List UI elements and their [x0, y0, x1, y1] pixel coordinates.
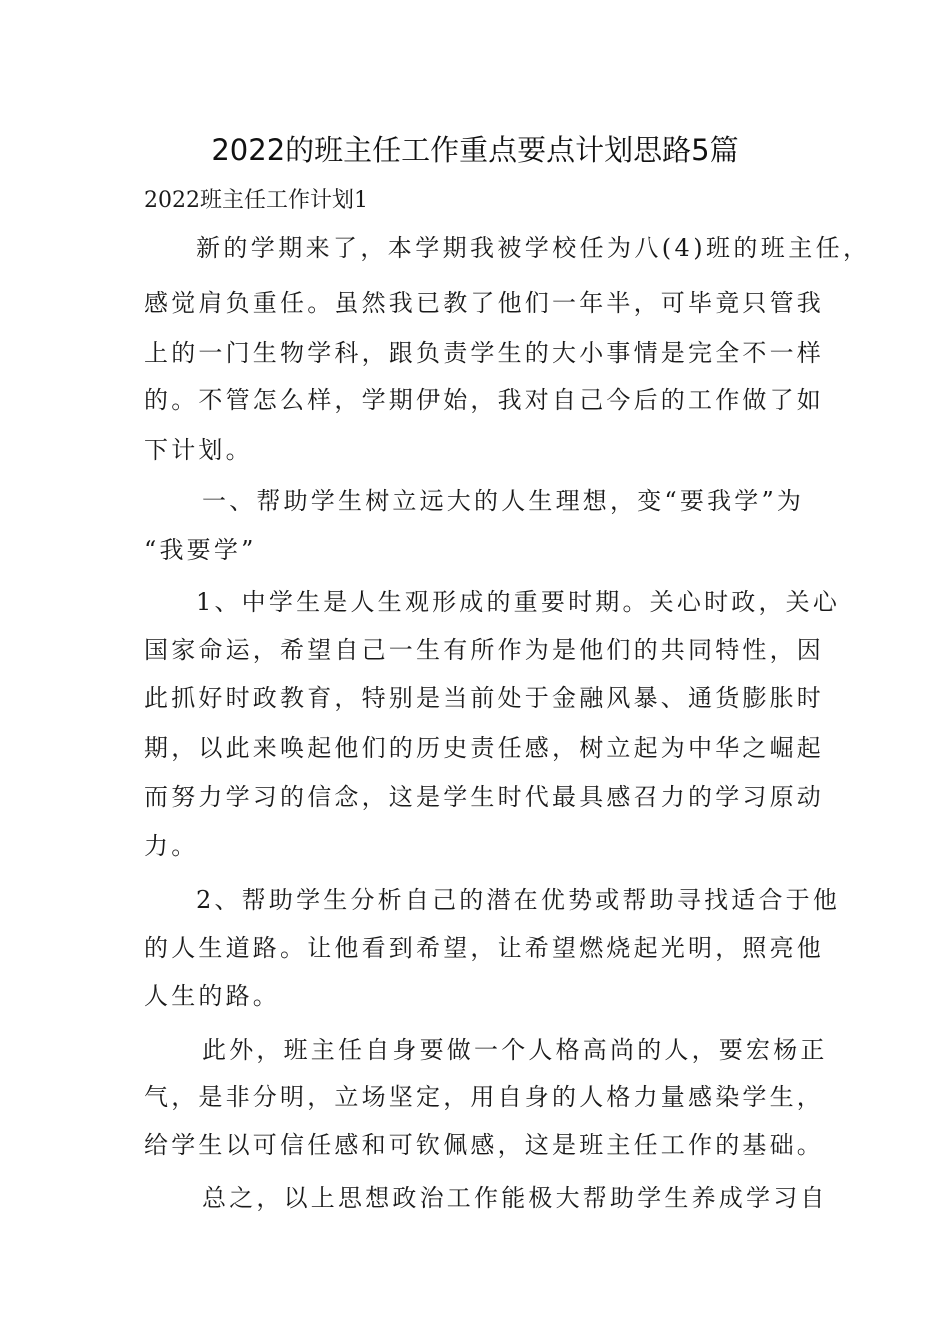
text-line: 气，是非分明，立场坚定，用自身的人格力量感染学生，	[144, 1083, 824, 1111]
section-heading: 2022班主任工作计划1	[144, 188, 368, 213]
text-line: 此外，班主任自身要做一个人格高尚的人，要宏杨正	[202, 1036, 828, 1064]
text-line: 国家命运，希望自己一生有所作为是他们的共同特性，因	[144, 636, 824, 664]
text-line: 此抓好时政教育，特别是当前处于金融风暴、通货膨胀时	[144, 684, 824, 712]
text-line: 给学生以可信任感和可钦佩感，这是班主任工作的基础。	[144, 1131, 824, 1159]
text-line: 下计划。	[144, 436, 253, 464]
text-line: 总之，以上思想政治工作能极大帮助学生养成学习自	[202, 1184, 828, 1212]
text-line: “我要学”	[144, 536, 257, 564]
text-line: 2、帮助学生分析自己的潜在优势或帮助寻找适合于他	[196, 886, 841, 914]
text-line: 期，以此来唤起他们的历史责任感，树立起为中华之崛起	[144, 734, 824, 762]
text-line: 的人生道路。让他看到希望，让希望燃烧起光明，照亮他	[144, 934, 824, 962]
text-line: 新的学期来了，本学期我被学校任为八(4)班的班主任，	[196, 234, 871, 262]
text-line: 的。不管怎么样，学期伊始，我对自己今后的工作做了如	[144, 386, 824, 414]
text-line: 力。	[144, 832, 199, 860]
text-line: 而努力学习的信念，这是学生时代最具感召力的学习原动	[144, 783, 824, 811]
text-line: 一、帮助学生树立远大的人生理想，变“要我学”为	[202, 487, 805, 515]
document-title: 2022的班主任工作重点要点计划思路5篇	[211, 133, 739, 167]
text-line: 感觉肩负重任。虽然我已教了他们一年半，可毕竟只管我	[144, 289, 824, 317]
text-line: 人生的路。	[144, 982, 280, 1010]
text-line: 1、中学生是人生观形成的重要时期。关心时政，关心	[196, 588, 841, 616]
text-line: 上的一门生物学科，跟负责学生的大小事情是完全不一样	[144, 339, 824, 367]
